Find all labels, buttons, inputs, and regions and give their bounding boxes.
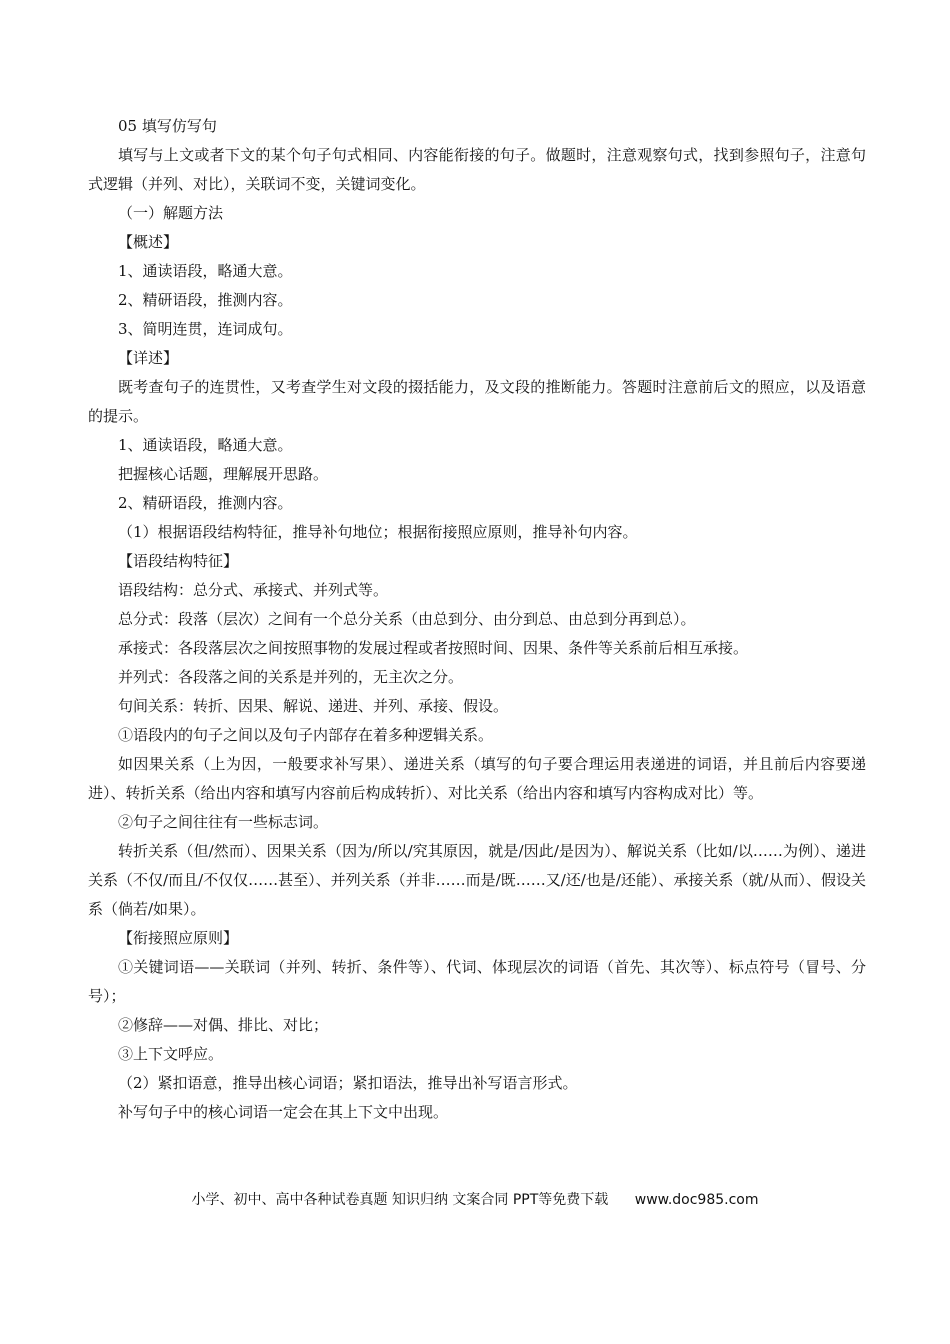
section-title: 05 填写仿写句 <box>118 117 217 135</box>
structure-parallel: 并列式：各段落之间的关系是并列的，无主次之分。 <box>118 668 464 686</box>
overview-step-1: 1、通读语段，略通大意。 <box>118 262 293 280</box>
footer-url: www.doc985.com <box>634 1192 759 1208</box>
document-body <box>88 112 866 1127</box>
intro-paragraph: 填写与上文或者下文的某个句子句式相同、内容能衔接的句子。做题时，注意观察句式，找到参照句子，注意句式逻辑（并列、对比），关联词不变，关键词变化。 <box>88 146 866 193</box>
cohesion-context: ③上下文呼应。 <box>118 1045 224 1063</box>
cohesion-keywords: ①关键词语——关联词（并列、转折、条件等）、代词、体现层次的词语（首先、其次等）、标点符号（冒号、分号）； <box>88 958 866 1005</box>
overview-step-3: 3、简明连贯，连词成句。 <box>118 320 293 338</box>
footer-text: 小学、初中、高中各种试卷真题 知识归纳 文案合同 PPT等免费下载 <box>191 1192 609 1208</box>
core-words-note: 补写句子中的核心词语一定会在其上下文中出现。 <box>118 1103 449 1121</box>
structure-general-specific: 总分式：段落（层次）之间有一个总分关系（由总到分、由分到总、由总到分再到总）。 <box>118 610 696 628</box>
detail-paragraph: 既考查句子的连贯性，又考查学生对文段的掇括能力，及文段的推断能力。答题时注意前后文的照应，以及语意的提示。 <box>88 378 866 425</box>
detail-heading: 【详述】 <box>118 349 179 367</box>
structure-heading: 【语段结构特征】 <box>118 552 239 570</box>
method-heading: （一）解题方法 <box>118 204 224 222</box>
page-footer <box>0 1189 950 1209</box>
sentence-relations: 句间关系：转折、因果、解说、递进、并列、承接、假设。 <box>118 697 509 715</box>
relations-note-1: ①语段内的句子之间以及句子内部存在着多种逻辑关系。 <box>118 726 494 744</box>
marker-words: 转折关系（但/然而）、因果关系（因为/所以/究其原因，就是/因此/是因为）、解说关系（比如/以……为例）、递进关系（不仅/而且/不仅仅……甚至）、并列关系（并非……而是/既……又/还/也是/还能）、承接关系（就/从而）、假设关系（倘若/如果）。 <box>88 842 866 918</box>
detail-step-2-2: （2）紧扣语意，推导出核心词语；紧扣语法，推导出补写语言形式。 <box>118 1074 578 1092</box>
relations-examples: 如因果关系（上为因，一般要求补写果）、递进关系（填写的句子要合理运用表递进的词语，并且前后内容要递进）、转折关系（给出内容和填写内容前后构成转折）、对比关系（给出内容和填写内容构成对比）等。 <box>88 755 866 802</box>
overview-heading: 【概述】 <box>118 233 179 251</box>
structure-types: 语段结构：总分式、承接式、并列式等。 <box>118 581 389 599</box>
detail-step-2: 2、精研语段，推测内容。 <box>118 494 293 512</box>
relations-note-2: ②句子之间往往有一些标志词。 <box>118 813 329 831</box>
detail-step-1: 1、通读语段，略通大意。 <box>118 436 293 454</box>
cohesion-rhetoric: ②修辞——对偶、排比、对比； <box>118 1016 329 1034</box>
overview-step-2: 2、精研语段，推测内容。 <box>118 291 293 309</box>
cohesion-heading: 【衔接照应原则】 <box>118 929 239 947</box>
detail-step-1-text: 把握核心话题，理解展开思路。 <box>118 465 329 483</box>
structure-sequential: 承接式：各段落层次之间按照事物的发展过程或者按照时间、因果、条件等关系前后相互承接。 <box>118 639 749 657</box>
detail-step-2-1: （1）根据语段结构特征，推导补句地位；根据衔接照应原则，推导补句内容。 <box>118 523 638 541</box>
